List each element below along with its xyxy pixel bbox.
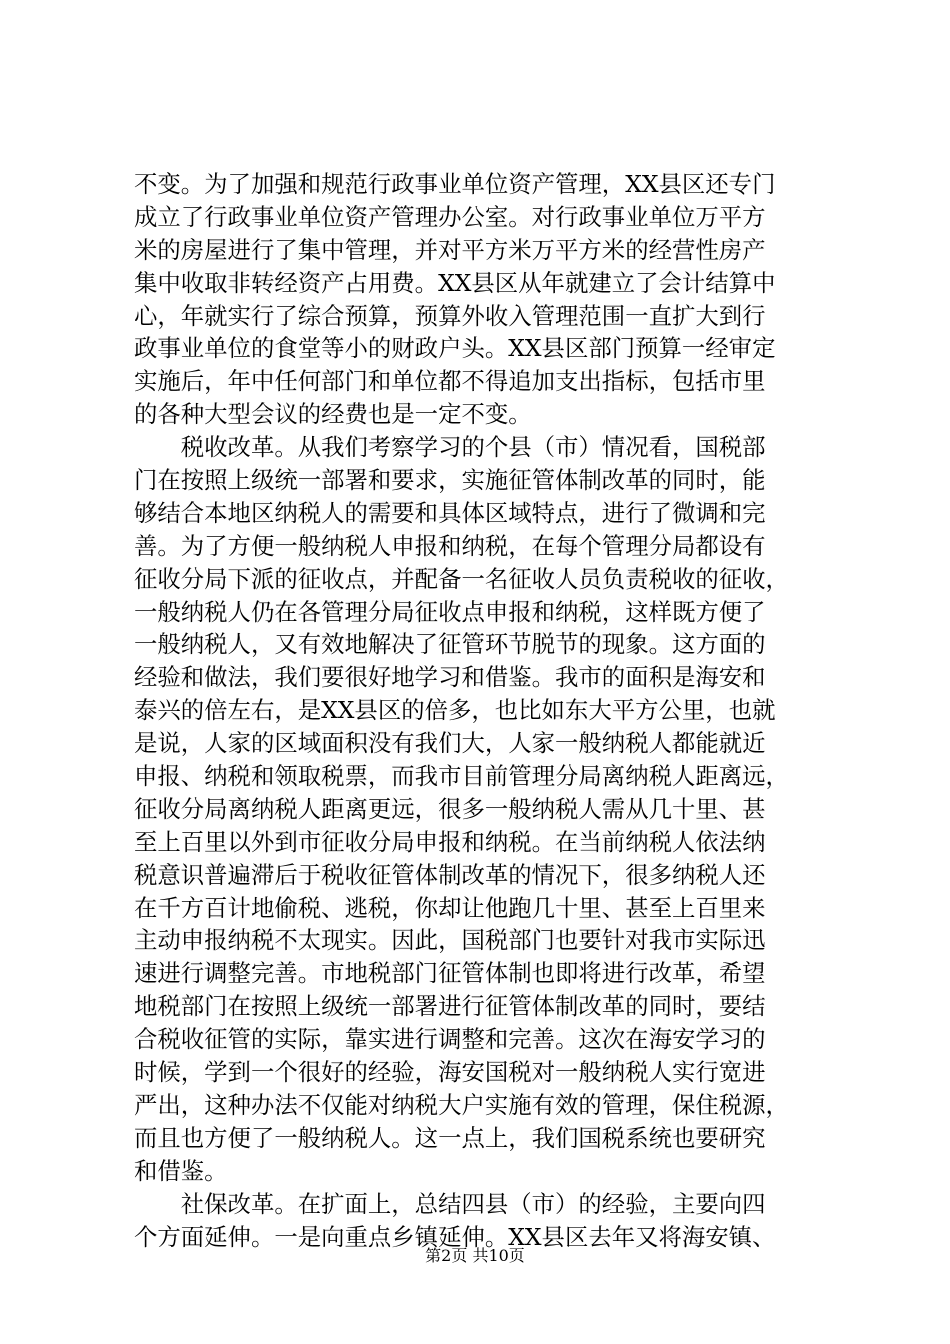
text-line: 够结合本地区纳税人的需要和具体区域特点，进行了微调和完 [134,498,766,527]
text-line: 申报、纳税和领取税票，而我市目前管理分局离纳税人距离远， [134,762,789,791]
text-line: 时候，学到一个很好的经验，海安国税对一般纳税人实行宽进 [134,1058,766,1087]
text-line: 门在按照上级统一部署和要求，实施征管体制改革的同时，能 [134,466,766,495]
text-line: 不变。为了加强和规范行政事业单位资产管理，XX县区还专门 [134,170,776,198]
text-line: 税收改革。从我们考察学习的个县（市）情况看，国税部 [134,433,766,462]
text-line: 而且也方便了一般纳税人。这一点上，我们国税系统也要研究 [134,1123,766,1152]
text-line: 经验和做法，我们要很好地学习和借鉴。我市的面积是海安和 [134,663,766,692]
text-line: 一般纳税人，又有效地解决了征管环节脱节的现象。这方面的 [134,630,766,659]
text-line: 集中收取非转经资产占用费。XX县区从年就建立了会计结算中 [134,268,776,297]
text-line: 严出，这种办法不仅能对纳税大户实施有效的管理，保住税源， [134,1090,789,1119]
text-line: 社保改革。在扩面上，总结四县（市）的经验，主要向四 [134,1189,766,1218]
text-line: 个方面延伸。一是向重点乡镇延伸。XX县区去年又将海安镇、 [134,1222,776,1251]
text-line: 实施后，年中任何部门和单位都不得追加支出指标，包括市里 [134,367,766,396]
text-line: 征收分局下派的征收点，并配备一名征收人员负责税收的征收， [134,564,789,593]
text-line: 在千方百计地偷税、逃税，你却让他跑几十里、甚至上百里来 [134,893,766,922]
text-line: 米的房屋进行了集中管理，并对平方米万平方米的经营性房产 [134,235,766,264]
text-line: 成立了行政事业单位资产管理办公室。对行政事业单位万平方 [134,202,766,231]
text-line: 泰兴的倍左右，是XX县区的倍多，也比如东大平方公里，也就 [134,696,776,725]
text-line: 心，年就实行了综合预算，预算外收入管理范围一直扩大到行 [134,301,766,330]
text-line: 主动申报纳税不太现实。因此，国税部门也要针对我市实际迅 [134,926,766,955]
document-body [134,168,850,1253]
text-line: 一般纳税人仍在各管理分局征收点申报和纳税，这样既方便了 [134,597,766,626]
text-line: 的各种大型会议的经费也是一定不变。 [134,400,532,429]
text-line: 速进行调整完善。市地税部门征管体制也即将进行改革，希望 [134,959,766,988]
text-line: 税意识普遍滞后于税收征管体制改革的情况下，很多纳税人还 [134,860,766,889]
text-line: 至上百里以外到市征收分局申报和纳税。在当前纳税人依法纳 [134,827,766,856]
text-line: 善。为了方便一般纳税人申报和纳税，在每个管理分局都设有 [134,531,766,560]
text-line: 征收分局离纳税人距离更远，很多一般纳税人需从几十里、甚 [134,794,766,823]
text-line: 合税收征管的实际，靠实进行调整和完善。这次在海安学习的 [134,1025,766,1054]
text-line: 是说，人家的区域面积没有我们大，人家一般纳税人都能就近 [134,729,766,758]
text-line: 政事业单位的食堂等小的财政户头。XX县区部门预算一经审定 [134,334,776,363]
page-footer: 第2页 共10页 [425,1246,525,1265]
text-line: 和借鉴。 [134,1156,228,1185]
text-line: 地税部门在按照上级统一部署进行征管体制改革的同时，要结 [134,992,766,1021]
